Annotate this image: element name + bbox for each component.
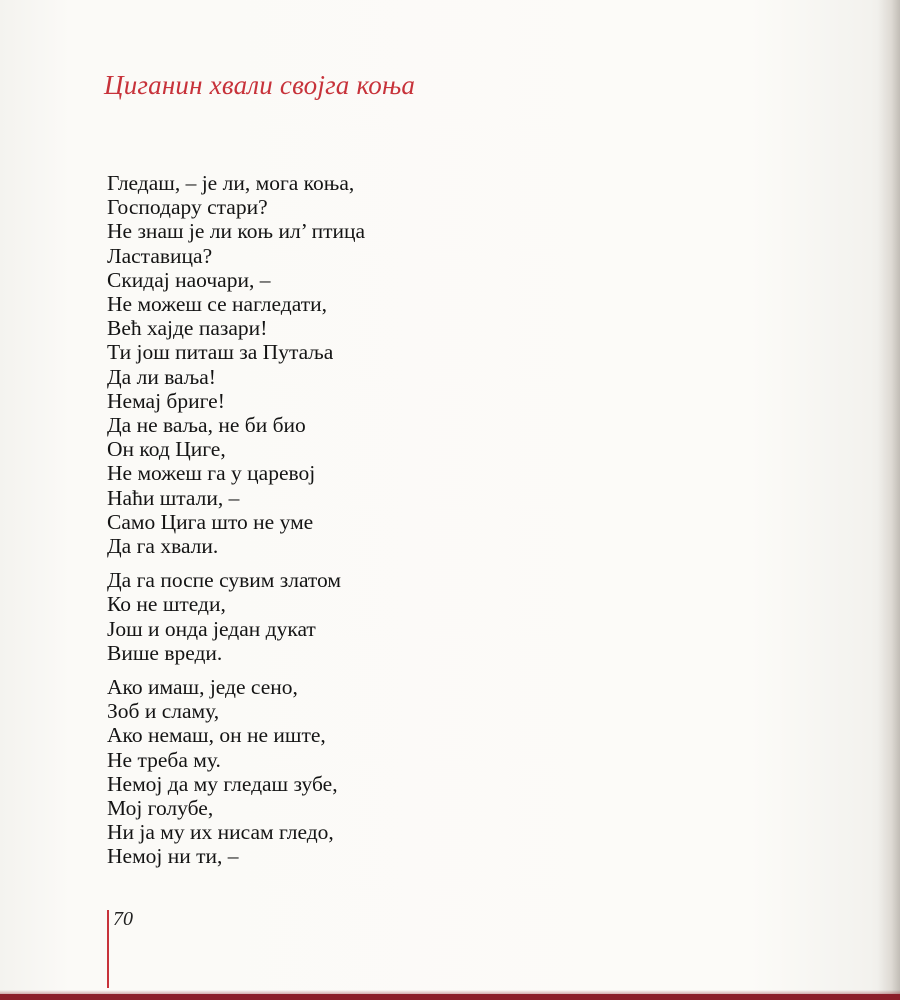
poem-line: Ти још питаш за Путаља (107, 340, 334, 365)
poem-line: Само Цига што не уме (107, 509, 314, 534)
poem-stanza (107, 675, 365, 869)
poem-line: Да га хвали. (107, 534, 219, 559)
page-number: 70 (113, 908, 133, 930)
poem-line: Не можеш га у царевој (107, 461, 316, 486)
poem-line: Мој голубе, (107, 796, 214, 821)
poem-line: Гледаш, – је ли, мога коња, (107, 171, 355, 195)
poem-line: Скидај наочари, – (107, 267, 271, 292)
poem-line: Немој ни ти, – (107, 844, 239, 869)
poem-line: Немој да му гледаш зубе, (107, 771, 338, 796)
poem-title: Циганин хвали својга коња (104, 70, 416, 100)
poem-line: Он код Циге, (107, 437, 226, 462)
poem-body (107, 171, 365, 879)
poem-line: Господару стари? (107, 195, 268, 220)
poem-line: Ластавица? (107, 243, 213, 268)
poem-line: Не знаш је ли коњ ил’ птица (107, 219, 366, 244)
poem-line: Не треба му. (107, 747, 221, 772)
poem-line: Ко не штеди, (107, 592, 226, 617)
poem-line: Немај бриге! (107, 388, 225, 413)
poem-stanza (107, 568, 365, 665)
poem-line: Зоб и сламу, (107, 699, 220, 724)
poem-line: Ако немаш, он не иште, (107, 723, 326, 748)
poem-line: Не можеш се нагледати, (107, 292, 327, 317)
show-through-text (520, 70, 820, 188)
poem-line: Ако имаш, једе сено, (107, 675, 298, 700)
folio-rule (107, 910, 109, 988)
poem-line: Наћи штали, – (107, 485, 240, 510)
poem-line: Да не ваља, не би био (107, 413, 306, 438)
poem-stanza (107, 171, 365, 558)
book-binding-edge (0, 994, 900, 1000)
poem-line: Ни ја му их нисам гледо, (107, 820, 334, 845)
poem-line: Већ хајде пазари! (107, 316, 268, 341)
poem-line: Да ли ваља! (107, 364, 216, 389)
poem-line: Још и онда један дукат (107, 616, 316, 641)
poem-line: Више вреди. (107, 640, 223, 665)
poem-line: Да га поспе сувим златом (107, 568, 341, 593)
page-edge-shadow (878, 0, 900, 1000)
